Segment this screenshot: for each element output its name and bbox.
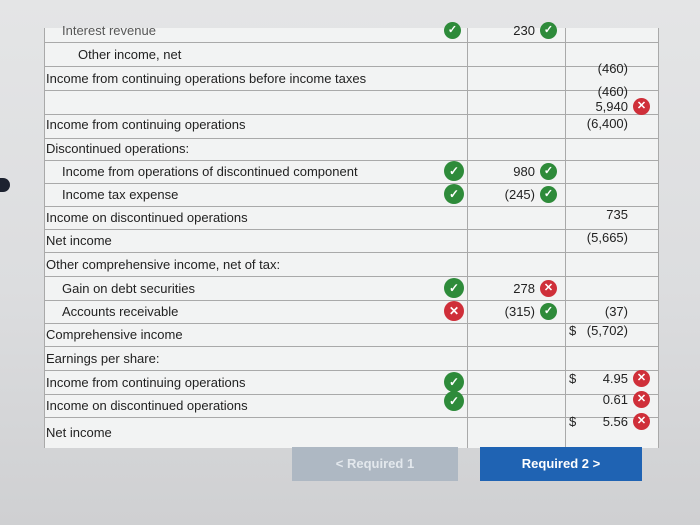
amount-value[interactable]: (245): [504, 187, 535, 202]
correct-check-icon: ✓: [540, 303, 557, 320]
total-cell: [565, 323, 658, 346]
row-label: Income from operations of discontinued component: [62, 164, 358, 179]
row-label: Discontinued operations:: [46, 141, 190, 156]
correct-check-icon: ✓: [444, 278, 464, 298]
total-value[interactable]: (37): [604, 304, 628, 319]
amount-cell: [467, 277, 565, 300]
amount-value[interactable]: 980: [513, 164, 535, 179]
correct-check-icon: ✓: [444, 161, 464, 181]
correct-check-icon: ✓: [444, 372, 464, 392]
table-right-border: [658, 28, 659, 448]
row-label: Gain on debt securities: [62, 281, 195, 296]
amount-cell: [467, 19, 565, 42]
table-row-net-income: [44, 229, 658, 253]
total-cell: [565, 229, 658, 252]
incorrect-x-icon: ✕: [540, 280, 557, 297]
table-row-eps-net-income: [44, 414, 658, 444]
total-cell: [565, 414, 658, 441]
total-value[interactable]: (5,665): [586, 230, 628, 245]
amount-value[interactable]: 278: [513, 281, 535, 296]
table-row-income-tax-expense: [44, 183, 658, 207]
row-label: Net income: [46, 233, 112, 248]
table-row-interest-revenue: [44, 19, 658, 43]
table-row-oci-header: [44, 253, 658, 277]
table-row-eps-discontinued: [44, 394, 658, 418]
table-row-other-income: [44, 43, 658, 67]
total-value[interactable]: 5,940: [595, 99, 628, 114]
amount-cell: [467, 183, 565, 206]
row-label: Income from continuing operations: [46, 117, 246, 132]
incorrect-x-icon: ✕: [633, 391, 650, 408]
table-row-gain-debt-securities: [44, 277, 658, 301]
table-row-income-before-taxes: [44, 61, 658, 91]
incorrect-x-icon: ✕: [633, 370, 650, 387]
correct-check-icon: ✓: [540, 22, 557, 39]
amount-value[interactable]: 230: [513, 23, 535, 38]
table-row-accounts-receivable: [44, 300, 658, 324]
currency-symbol: $: [569, 371, 577, 386]
total-cell: [565, 115, 658, 138]
total-value[interactable]: 4.95: [602, 371, 628, 386]
correct-check-icon: ✓: [444, 22, 461, 39]
currency-symbol: $: [569, 414, 577, 429]
row-label: Interest revenue: [62, 23, 156, 38]
total-value[interactable]: 0.61: [602, 392, 628, 407]
total-value[interactable]: (460): [597, 84, 628, 99]
table-row-income-on-discontinued: [44, 206, 658, 230]
row-label: Other comprehensive income, net of tax:: [46, 257, 281, 272]
correct-check-icon: ✓: [540, 186, 557, 203]
correct-check-icon: ✓: [444, 391, 464, 411]
correct-check-icon: ✓: [540, 163, 557, 180]
row-label: Net income: [46, 425, 112, 440]
amount-value[interactable]: (315): [504, 304, 535, 319]
row-label: Income from continuing operations: [46, 375, 246, 390]
row-label: Income on discontinued operations: [46, 210, 248, 225]
correct-check-icon: ✓: [444, 184, 464, 204]
total-value[interactable]: (6,400): [586, 116, 628, 131]
currency-symbol: $: [569, 323, 577, 338]
amount-cell: [467, 300, 565, 323]
table-row-eps-continuing: [44, 371, 658, 395]
row-label: Accounts receivable: [62, 304, 179, 319]
row-label: Income on discontinued operations: [46, 398, 248, 413]
row-label: Comprehensive income: [46, 327, 183, 342]
row-label: Income tax expense: [62, 187, 179, 202]
prev-required-button[interactable]: < Required 1: [292, 447, 458, 481]
total-value[interactable]: 735: [606, 207, 628, 222]
table-row-discontinued-header: [44, 137, 658, 161]
incorrect-x-icon: ✕: [633, 413, 650, 430]
table-row-income-discontinued-component: [44, 160, 658, 184]
next-required-button[interactable]: Required 2 >: [480, 447, 642, 481]
incorrect-x-icon: ✕: [633, 98, 650, 115]
table-row-comprehensive-income: [44, 323, 658, 347]
side-tab-marker: [0, 178, 10, 192]
total-value[interactable]: (5,702): [586, 323, 628, 338]
table-row-income-continuing: [44, 115, 658, 139]
row-label: Income from continuing operations before income taxes: [46, 71, 367, 86]
row-label: Other income, net: [78, 47, 182, 62]
amount-cell: [467, 160, 565, 183]
row-label: Earnings per share:: [46, 351, 160, 366]
total-value[interactable]: 5.56: [602, 414, 628, 429]
table-row-eps-header: [44, 347, 658, 371]
incorrect-x-icon: ✕: [444, 301, 464, 321]
total-value[interactable]: (460): [597, 61, 628, 76]
